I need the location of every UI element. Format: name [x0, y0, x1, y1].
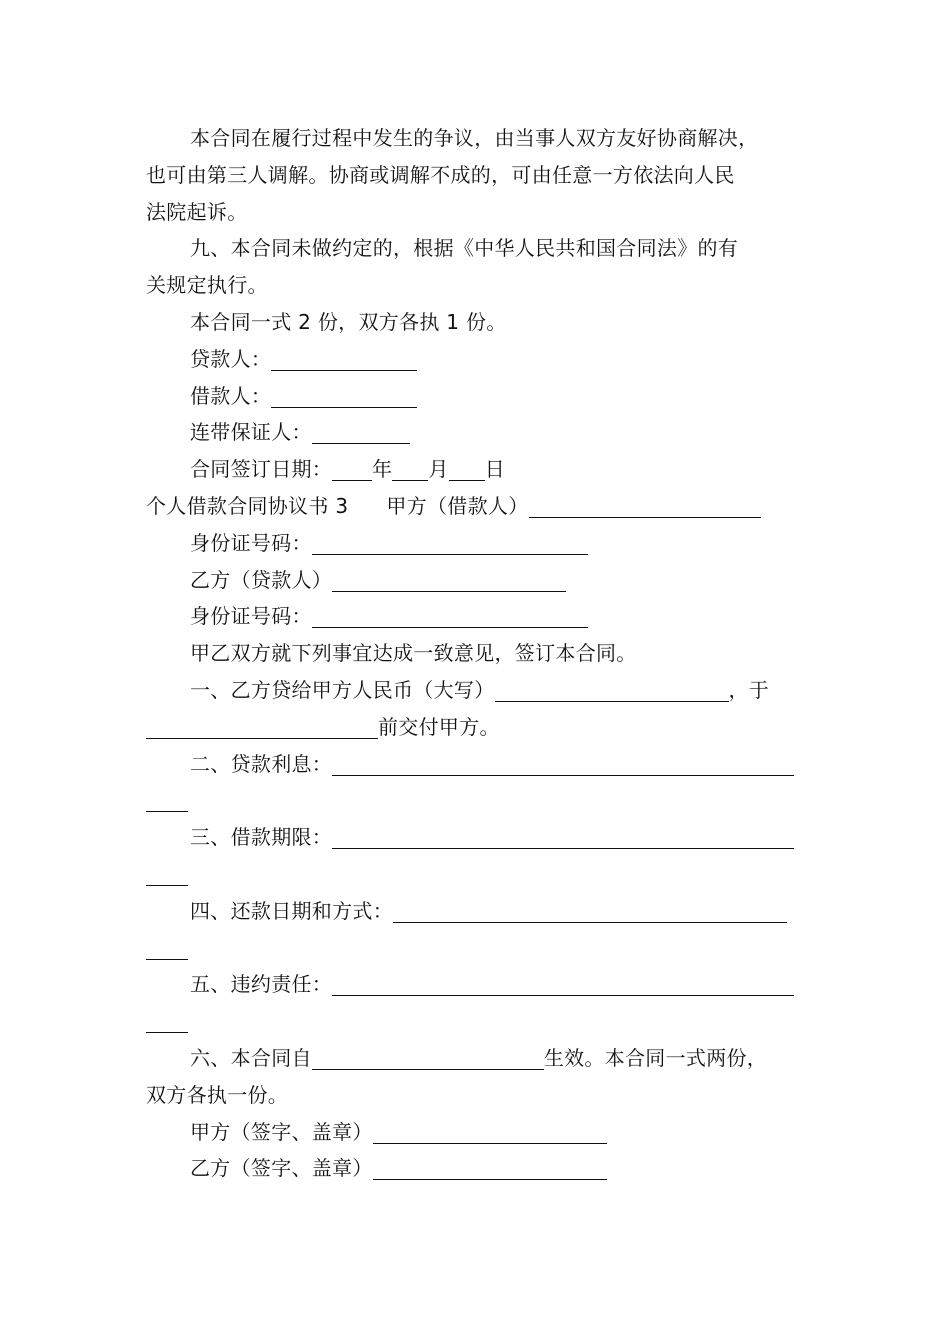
borrower-label: 借款人：	[190, 383, 272, 408]
item-two-blank-continued[interactable]	[146, 789, 188, 812]
item-one-line-2	[146, 709, 810, 746]
item-two-label: 二、贷款利息：	[190, 751, 333, 776]
sign-a-line	[146, 1114, 810, 1151]
item-one-date-blank[interactable]	[146, 716, 378, 739]
agreement-title-line	[146, 488, 810, 525]
sign-month-blank[interactable]	[392, 458, 428, 481]
item-one-mid: ，于	[728, 677, 770, 702]
party-b-id-label: 身份证号码：	[190, 604, 312, 629]
item-two-blank[interactable]	[332, 753, 794, 776]
paragraph-dispute-line-3: 法院起诉。	[146, 199, 248, 224]
item-two-line-1	[146, 746, 810, 783]
item-three-blank[interactable]	[332, 826, 794, 849]
party-a-id-line	[146, 525, 810, 562]
sign-b-line	[146, 1150, 810, 1187]
lender-label: 贷款人：	[190, 346, 272, 371]
item-one-prefix: 一、乙方贷给甲方人民币（大写）	[190, 677, 495, 702]
sign-a-blank[interactable]	[373, 1121, 607, 1144]
sign-date-label: 合同签订日期：	[190, 457, 333, 482]
party-a-id-blank[interactable]	[312, 532, 588, 555]
item-six-suffix: 生效。本合同一式两份，	[543, 1045, 768, 1070]
item-three-line-2	[146, 856, 810, 893]
sign-b-label: 乙方（签字、盖章）	[190, 1156, 373, 1181]
party-b-blank[interactable]	[332, 569, 566, 592]
item-four-line-2	[146, 930, 810, 967]
paragraph-dispute-line-1: 本合同在履行过程中发生的争议，由当事人双方友好协商解决，	[190, 126, 759, 150]
guarantor-signature-line	[146, 414, 810, 451]
item-two-line-2	[146, 782, 810, 819]
item-six-prefix: 六、本合同自	[190, 1045, 312, 1070]
item-six-line-2: 双方各执一份。	[146, 1082, 289, 1107]
guarantor-label: 连带保证人：	[190, 420, 312, 445]
party-b-id-blank[interactable]	[312, 605, 588, 628]
party-b-id-line	[146, 598, 810, 635]
year-label: 年	[372, 457, 393, 482]
borrower-blank[interactable]	[271, 385, 417, 408]
item-five-blank-continued[interactable]	[146, 1010, 188, 1033]
item-five-blank[interactable]	[332, 973, 794, 996]
agreement-title: 个人借款合同协议书 3	[146, 493, 349, 518]
sign-year-blank[interactable]	[332, 458, 372, 481]
agreement-intro: 甲乙双方就下列事宜达成一致意见，签订本合同。	[190, 641, 637, 666]
item-four-blank[interactable]	[393, 900, 787, 923]
guarantor-blank[interactable]	[312, 421, 410, 444]
clause-nine-line-1: 九、本合同未做约定的，根据《中华人民共和国合同法》的有	[190, 236, 739, 261]
item-six-blank[interactable]	[312, 1047, 544, 1070]
document-body	[146, 120, 810, 1187]
item-one-amount-blank[interactable]	[495, 679, 729, 702]
lender-blank[interactable]	[271, 348, 417, 371]
item-one-line-1	[146, 672, 810, 709]
item-three-line-1	[146, 819, 810, 856]
item-three-blank-continued[interactable]	[146, 863, 188, 886]
item-six-line-1	[146, 1040, 810, 1077]
sign-day-blank[interactable]	[449, 458, 485, 481]
party-a-label: 甲方（借款人）	[386, 493, 529, 518]
month-label: 月	[428, 457, 449, 482]
item-four-line-1	[146, 893, 810, 930]
sign-a-label: 甲方（签字、盖章）	[190, 1119, 373, 1144]
party-b-line	[146, 562, 810, 599]
item-five-line-2	[146, 1003, 810, 1040]
day-label: 日	[484, 457, 506, 482]
borrower-signature-line	[146, 378, 810, 415]
clause-nine-line-2: 关规定执行。	[146, 273, 268, 298]
copies-statement: 本合同一式 2 份，双方各执 1 份。	[190, 309, 507, 334]
sign-b-blank[interactable]	[373, 1157, 607, 1180]
item-five-line-1	[146, 966, 810, 1003]
item-three-label: 三、借款期限：	[190, 825, 333, 850]
party-a-blank[interactable]	[529, 495, 761, 518]
lender-signature-line	[146, 341, 810, 378]
item-five-label: 五、违约责任：	[190, 972, 333, 997]
item-four-label: 四、还款日期和方式：	[190, 898, 393, 923]
sign-date-line	[146, 451, 810, 488]
party-a-id-label: 身份证号码：	[190, 530, 312, 555]
item-four-blank-continued[interactable]	[146, 937, 188, 960]
item-one-suffix: 前交付甲方。	[378, 714, 500, 739]
party-b-label: 乙方（贷款人）	[190, 567, 333, 592]
paragraph-dispute-line-2: 也可由第三人调解。协商或调解不成的，可由任意一方依法向人民	[146, 162, 735, 187]
